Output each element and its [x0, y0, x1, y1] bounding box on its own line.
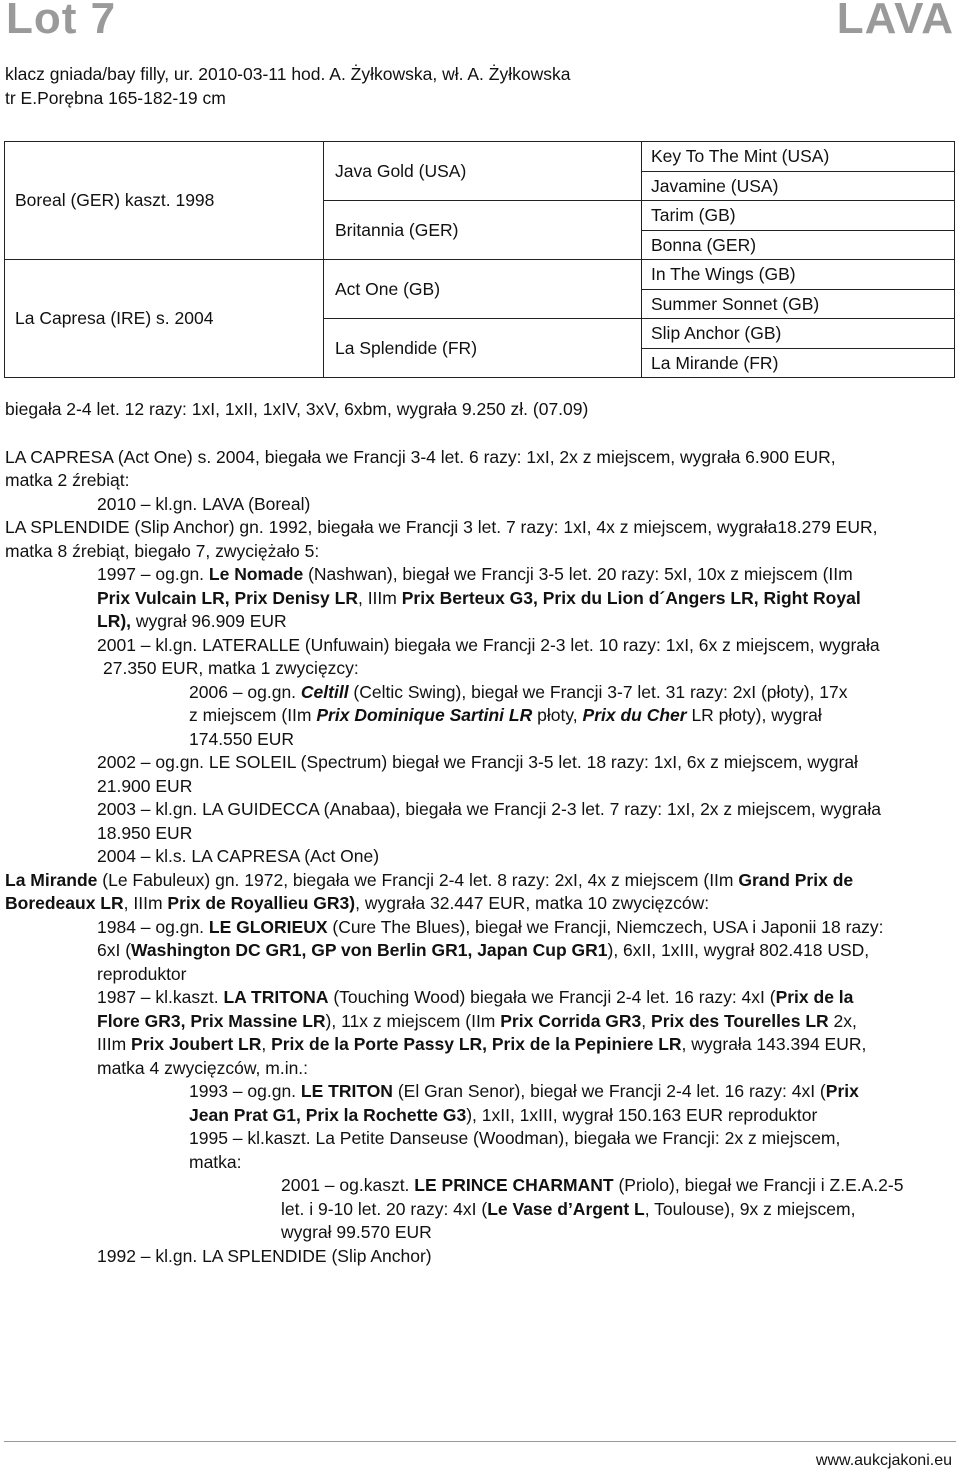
plain-text: 21.900 EUR — [97, 776, 193, 796]
emphasis-text: Prix Corrida GR3 — [500, 1011, 642, 1031]
emphasis-text: LA TRITONA — [223, 987, 329, 1007]
text-line — [281, 1221, 432, 1243]
plain-text: 2001 – og.kaszt. — [281, 1175, 415, 1195]
text-line — [97, 610, 287, 632]
plain-text: matka 2 źrebiąt: — [5, 470, 130, 490]
emphasis-text: LE TRITON — [300, 1081, 393, 1101]
plain-text: , wygrała 143.394 EUR, — [681, 1034, 867, 1054]
plain-text: (Nashwan), biegał we Francji 3-5 let. 20 razy: 5xI, 10x z miejscem (IIm — [303, 564, 853, 584]
plain-text: 18.950 EUR — [97, 823, 193, 843]
emphasis-text: Celtill — [300, 682, 349, 702]
plain-text: 1987 – kl.kaszt. — [97, 987, 224, 1007]
plain-text: 174.550 EUR — [189, 729, 295, 749]
plain-text: 2001 – kl.gn. LATERALLE (Unfuwain) biegała we Francji 2-3 let. 10 razy: 1xI, 6x z miejscem, wygrała — [97, 635, 880, 655]
plain-text: wygrał 96.909 EUR — [131, 611, 287, 631]
emphasis-text: Jean Prat G1, Prix la Rochette G3 — [189, 1105, 467, 1125]
plain-text: matka: — [189, 1152, 242, 1172]
emphasis-text: Prix de la — [775, 987, 854, 1007]
emphasis-text: Prix Berteux G3, Prix du Lion d´Angers LR, Right Royal — [401, 588, 861, 608]
plain-text: matka 4 zwycięzców, m.in.: — [97, 1058, 309, 1078]
emphasis-text: LR), — [97, 611, 132, 631]
text-line — [5, 892, 709, 914]
plain-text: let. i 9-10 let. 20 razy: 4xI ( — [281, 1199, 488, 1219]
pedigree-great-grandparent: In The Wings (GB) — [641, 260, 954, 290]
emphasis-text: Prix — [825, 1081, 859, 1101]
pedigree-table — [4, 141, 955, 378]
text-line — [97, 1057, 308, 1079]
plain-text: (El Gran Senor), biegał we Francji 2-4 let. 16 razy: 4xI ( — [392, 1081, 826, 1101]
pedigree-sire: Boreal (GER) kaszt. 1998 — [5, 142, 323, 260]
text-line — [97, 939, 869, 961]
pedigree-grandparent: Britannia (GER) — [323, 201, 641, 260]
plain-text: 2x, — [828, 1011, 857, 1031]
text-line — [97, 563, 853, 585]
plain-text: LR płoty), wygrał — [686, 705, 822, 725]
plain-text: 27.350 EUR, matka 1 zwycięzcy: — [103, 658, 359, 678]
plain-text: reproduktor — [97, 964, 187, 984]
text-line — [97, 634, 880, 656]
text-line — [5, 446, 836, 468]
plain-text: płoty, — [532, 705, 583, 725]
pedigree-great-grandparents — [641, 142, 954, 377]
text-line — [5, 540, 319, 562]
text-line — [97, 963, 187, 985]
lot-number: Lot 7 — [6, 0, 117, 43]
plain-text: z miejscem (IIm — [189, 705, 317, 725]
emphasis-text: Le Nomade — [208, 564, 304, 584]
horse-info-line-1: klacz gniada/bay filly, ur. 2010-03-11 hod. A. Żyłkowska, wł. A. Żyłkowska — [5, 64, 571, 84]
plain-text: (Touching Wood) biegała we Francji 2-4 let. 16 razy: 4xI ( — [328, 987, 776, 1007]
emphasis-text: Le Vase d’Argent L — [487, 1199, 645, 1219]
pedigree-parents — [5, 142, 324, 377]
plain-text: , Toulouse), 9x z miejscem, — [644, 1199, 856, 1219]
text-line — [281, 1174, 903, 1196]
emphasis-text: Prix du Cher — [582, 705, 687, 725]
plain-text: ), 1xII, 1xIII, wygrał 150.163 EUR reproduktor — [466, 1105, 818, 1125]
plain-text: 2003 – kl.gn. LA GUIDECCA (Anabaa), biegała we Francji 2-3 let. 7 razy: 1xI, 2x z miejscem, wygrała — [97, 799, 881, 819]
emphasis-text: Prix de la Porte Passy LR, Prix de la Pepiniere LR — [271, 1034, 682, 1054]
pedigree-great-grandparent: Bonna (GER) — [641, 231, 954, 260]
text-line — [97, 1010, 857, 1032]
pedigree-great-grandparent: Summer Sonnet (GB) — [641, 290, 954, 319]
text-line — [97, 775, 192, 797]
text-line — [103, 657, 359, 679]
plain-text: 1992 – kl.gn. LA SPLENDIDE (Slip Anchor) — [97, 1246, 432, 1266]
plain-text: 1984 – og.gn. — [97, 917, 209, 937]
race-record: biegała 2-4 let. 12 razy: 1xI, 1xII, 1xIV, 3xV, 6xbm, wygrała 9.250 zł. (07.09) — [5, 399, 589, 419]
text-line — [189, 728, 294, 750]
emphasis-text: Prix de Royallieu GR3) — [167, 893, 356, 913]
plain-text: 1997 – og.gn. — [97, 564, 209, 584]
emphasis-text: La Mirande — [5, 870, 98, 890]
footer-divider — [4, 1441, 956, 1442]
plain-text: matka 8 źrebiąt, biegało 7, zwyciężało 5: — [5, 541, 320, 561]
text-line — [189, 704, 822, 726]
pedigree-great-grandparent: Javamine (USA) — [641, 172, 954, 201]
plain-text: , IIIm — [123, 893, 168, 913]
plain-text: 6xI ( — [97, 940, 132, 960]
text-line — [97, 986, 853, 1008]
text-line — [97, 587, 861, 609]
text-line — [281, 1198, 855, 1220]
plain-text: (Le Fabuleux) gn. 1972, biegała we Francji 2-4 let. 8 razy: 2xI, 4x z miejscem (IIm — [97, 870, 739, 890]
plain-text: , IIIm — [357, 588, 402, 608]
plain-text: ), 6xII, 1xIII, wygrał 802.418 USD, — [607, 940, 870, 960]
text-line — [97, 822, 192, 844]
lot-header — [0, 0, 960, 50]
pedigree-dam: La Capresa (IRE) s. 2004 — [15, 308, 214, 328]
plain-text: (Celtic Swing), biegał we Francji 3-7 let. 31 razy: 2xI (płoty), 17x — [348, 682, 848, 702]
text-line — [97, 798, 881, 820]
pedigree-great-grandparent: Tarim (GB) — [641, 201, 954, 231]
plain-text: , wygrała 32.447 EUR, matka 10 zwycięzców: — [355, 893, 710, 913]
plain-text: ), 11x z miejscem (IIm — [325, 1011, 501, 1031]
plain-text: wygrał 99.570 EUR — [281, 1222, 432, 1242]
emphasis-text: Prix Vulcain LR, Prix Denisy LR — [97, 588, 358, 608]
emphasis-text: Grand Prix de — [738, 870, 854, 890]
text-line — [5, 516, 877, 538]
plain-text: 2006 – og.gn. — [189, 682, 301, 702]
plain-text: (Priolo), biegał we Francji i Z.E.A.2-5 — [613, 1175, 904, 1195]
emphasis-text: Prix Dominique Sartini LR — [316, 705, 533, 725]
emphasis-text: Prix Joubert LR — [131, 1034, 262, 1054]
text-line — [189, 1127, 840, 1149]
website-url: www.aukcjakoni.eu — [815, 1452, 952, 1469]
text-line — [97, 1033, 866, 1055]
pedigree-grandparent: Java Gold (USA) — [323, 142, 641, 201]
text-line — [97, 493, 310, 515]
emphasis-text: Washington DC GR1, GP von Berlin GR1, Japan Cup GR1 — [131, 940, 608, 960]
text-line — [97, 1245, 432, 1267]
horse-name: LAVA — [836, 0, 954, 43]
pedigree-great-grandparent: Key To The Mint (USA) — [641, 142, 954, 172]
plain-text: LA SPLENDIDE (Slip Anchor) gn. 1992, biegała we Francji 3 let. 7 razy: 1xI, 4x z miejscem, wygrała18.279 EUR, — [5, 517, 878, 537]
plain-text: , — [641, 1011, 652, 1031]
emphasis-text: Flore GR3, Prix Massine LR — [97, 1011, 326, 1031]
text-line — [189, 1080, 859, 1102]
text-line — [97, 751, 858, 773]
emphasis-text: LE GLORIEUX — [208, 917, 328, 937]
plain-text: 2002 – og.gn. LE SOLEIL (Spectrum) biegał we Francji 3-5 let. 18 razy: 1xI, 6x z miejscem, wygrał — [97, 752, 858, 772]
text-line — [97, 916, 884, 938]
text-line — [5, 869, 853, 891]
pedigree-grandparent: La Splendide (FR) — [335, 337, 478, 358]
pedigree-grandparents — [323, 142, 642, 377]
plain-text: LA CAPRESA (Act One) s. 2004, biegała we Francji 3-4 let. 6 razy: 1xI, 2x z miejscem, wygrała 6.900 EUR, — [5, 447, 836, 467]
emphasis-text: Prix des Tourelles LR — [651, 1011, 829, 1031]
plain-text: 1995 – kl.kaszt. La Petite Danseuse (Woodman), biegała we Francji: 2x z miejscem, — [189, 1128, 841, 1148]
plain-text: 2004 – kl.s. LA CAPRESA (Act One) — [97, 846, 380, 866]
plain-text: 2010 – kl.gn. LAVA (Boreal) — [97, 494, 311, 514]
text-line — [5, 469, 130, 491]
pedigree-grandparent: Act One (GB) — [323, 260, 641, 319]
horse-info-line-2: tr E.Porębna 165-182-19 cm — [5, 88, 226, 108]
text-line — [97, 845, 379, 867]
text-line — [189, 1151, 242, 1173]
text-line — [189, 1104, 817, 1126]
pedigree-great-grandparent: Slip Anchor (GB) — [641, 319, 954, 349]
emphasis-text: LE PRINCE CHARMANT — [414, 1175, 614, 1195]
plain-text: IIIm — [97, 1034, 132, 1054]
plain-text: (Cure The Blues), biegał we Francji, Niemczech, USA i Japonii 18 razy: — [327, 917, 884, 937]
plain-text: , — [261, 1034, 272, 1054]
emphasis-text: Boredeaux LR — [5, 893, 124, 913]
text-line — [189, 681, 848, 703]
plain-text: 1993 – og.gn. — [189, 1081, 301, 1101]
pedigree-great-grandparent: La Mirande (FR) — [651, 352, 779, 373]
